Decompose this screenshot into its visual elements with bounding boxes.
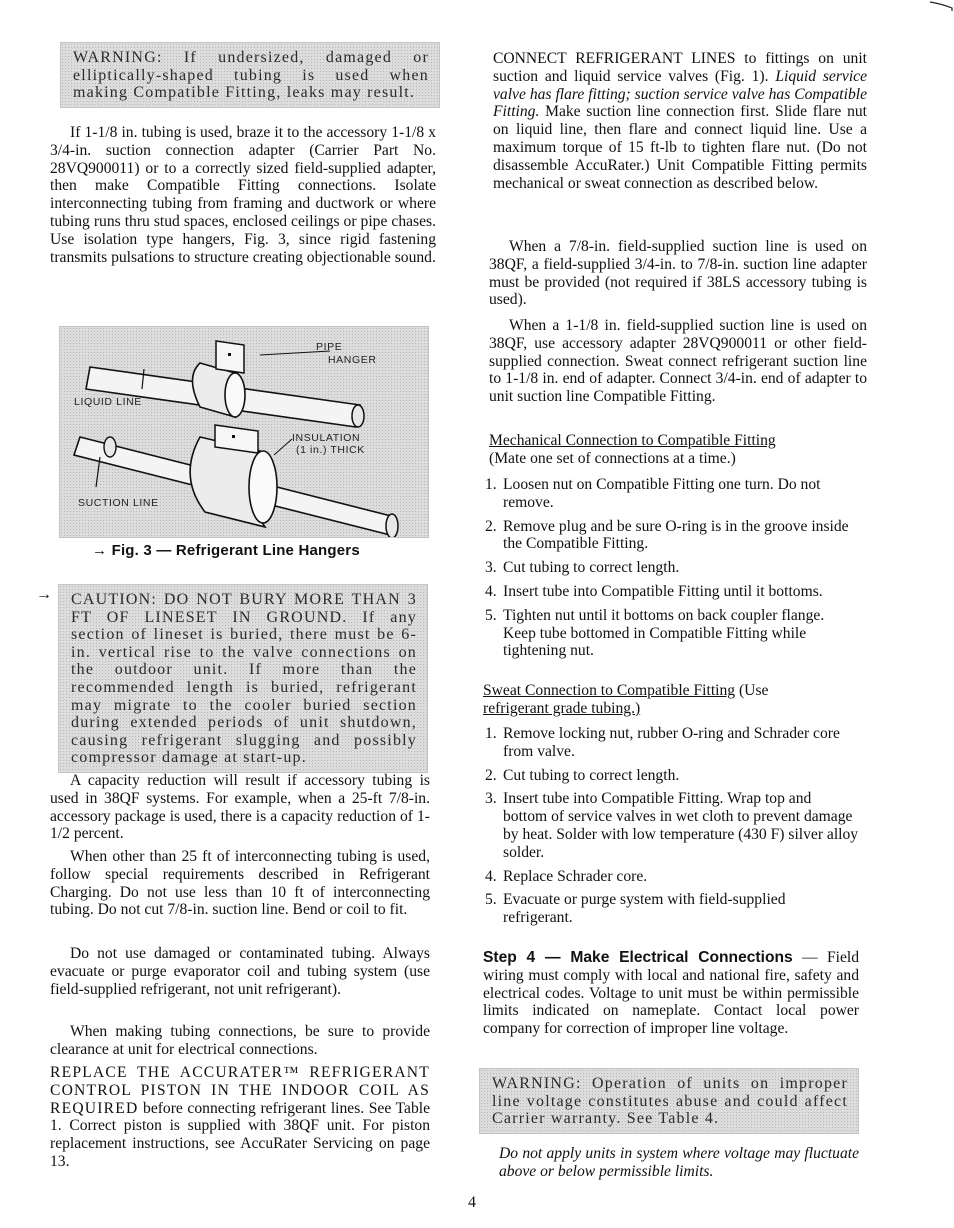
- liquid-line-pipe: [86, 341, 364, 427]
- list-item: 4. Replace Schrader core.: [485, 867, 648, 885]
- fig-caption-text: Fig. 3 — Refrigerant Line Hangers: [111, 542, 360, 559]
- list-item: 3. Insert tube into Compatible Fitting. Wrap top and bottom of service valves in wet cloth to prevent damage by heat. Solder with low temperature (430 F) silver alloy solder.: [485, 790, 859, 861]
- label-pipe-hanger-1: PIPE: [316, 341, 343, 353]
- label-insulation-2: (1 in.) THICK: [296, 444, 365, 456]
- insulation-leader: [274, 439, 292, 455]
- connect-italic: Liquid service valve has flare fitting; suction service valve has Compatible Fitting.: [493, 67, 868, 121]
- para-clearance: When making tubing connections, be sure to provide clearance at unit for electrical connections.: [50, 1023, 430, 1058]
- step4-text: — Field wiring must comply with local and national fire, safety and electrical codes. Voltage to unit must be within permissible limits indicated on nameplate. Contact local power company for correction of improper line voltage.: [483, 949, 859, 1038]
- replace-rest: before connecting refrigerant lines. See Table 1. Correct piston is supplied with 38QF unit. For piston replacement instructions, see AccuRater Servicing on page 13.: [50, 1099, 430, 1170]
- list-item: 5. Tighten nut until it bottoms on back coupler flange. Keep tube bottomed in Compatible Fitting while tightening nut.: [485, 606, 825, 660]
- list-item: 4. Insert tube into Compatible Fitting until it bottoms.: [485, 582, 823, 600]
- page-number: 4: [468, 1194, 476, 1211]
- caution-box: [58, 584, 428, 773]
- corner-mark: [930, 0, 954, 12]
- sweat-steps-list: [483, 725, 859, 927]
- list-item: 5. Evacuate or purge system with field-supplied refrigerant.: [485, 891, 786, 927]
- para-other-than: When other than 25 ft of interconnecting tubing is used, follow special requirements described in Refrigerant Charging. Do not use less than 10 ft of interconnecting tubing. Do not cut 7/8-in. suction line. Bend or coil to fit.: [50, 848, 430, 919]
- step4-heading: Step 4 — Make Electrical Connections: [483, 949, 793, 966]
- hanger-illustration: [60, 327, 428, 537]
- list-item: 2. Remove plug and be sure O-ring is in the groove inside the Compatible Fitting.: [485, 517, 849, 553]
- para-connect-lines: [493, 50, 867, 192]
- caution-text: CAUTION: DO NOT BURY MORE THAN 3 FT OF LINESET IN GROUND. If any section of lineset is buried, there must be 6-in. vertical rise to the valve connections on the outdoor unit. If more than the recommended length is buried, refrigerant may migrate to the cooler buried section during extended periods of unit shutdown, causing refrigerant slugging and possibly compressor damage at start-up.: [71, 591, 417, 767]
- para-damaged: Do not use damaged or contaminated tubing. Always evacuate or purge evaporator coil and tubing system (use field-supplied refrigerant, not unit refrigerant).: [50, 945, 430, 998]
- list-item: 1. Loosen nut on Compatible Fitting one turn. Do not remove.: [485, 476, 821, 511]
- para-replace-piston: [50, 1064, 430, 1171]
- connect-caps: CONNECT REFRIGERANT LINES: [493, 50, 736, 67]
- list-item: 3. Cut tubing to correct length.: [485, 559, 680, 577]
- connect-tail: Make suction line connection first. Slide flare nut on liquid line, then flare and connect liquid line. Use a maximum torque of 15 ft-lb to tighten flare nut. (Do not disassemble AccuRater.) Unit Compatible Fitting permits mechanical or sweat connection as described below.: [493, 103, 867, 192]
- replace-caps: REPLACE THE ACCURATER™ REFRIGERANT CONTROL PISTON IN THE INDOOR COIL AS REQUIRED: [50, 1064, 430, 1117]
- sweat-sub: refrigerant grade tubing.): [483, 700, 641, 717]
- warning-tubing-text: WARNING: If undersized, damaged or elliptically-shaped tubing is used when making Compatible Fitting, leaks may result.: [73, 49, 429, 102]
- warning-tubing-box: [60, 42, 440, 108]
- label-pipe-hanger-2: HANGER: [328, 354, 377, 366]
- para-capacity: A capacity reduction will result if accessory tubing is used in 38QF systems. For example, when a 25-ft 7/8-in. accessory package is used, there is a capacity reduction of 1-1/2 percent.: [50, 772, 430, 843]
- mech-heading: [489, 432, 867, 450]
- para-1-1-8: When a 1-1/8 in. field-supplied suction line is used on 38QF, use accessory adapter 28VQ900011 or other field-supplied connection. Sweat connect refrigerant suction line to 1-1/8 in. end of adapter. Connect 3/4-in. end of adapter to unit suction line Compatible Fitting.: [489, 317, 867, 406]
- step4-paragraph: [483, 949, 859, 1038]
- warning-voltage-box: [479, 1068, 859, 1134]
- label-liquid-line: LIQUID LINE: [74, 396, 142, 408]
- mech-steps-list: [483, 476, 859, 660]
- caution-arrow-icon: →: [36, 586, 52, 603]
- figure-refrigerant-line-hangers: [59, 326, 429, 538]
- list-item: 1. Remove locking nut, rubber O-ring and Schrader core from valve.: [485, 725, 840, 760]
- mech-sub: (Mate one set of connections at a time.): [489, 450, 736, 467]
- figure-caption: [92, 542, 360, 559]
- sweat-heading: Sweat Connection to Compatible Fitting (Use: [483, 682, 769, 699]
- para-braze: If 1-1/8 in. tubing is used, braze it to the accessory 1-1/8 x 3/4-in. suction connection adapter (Carrier Part No. 28VQ900011) or to a correctly sized field-supplied adapter, then make Compatible Fitting connections. Isolate interconnecting tubing from framing and ductwork or where tubing runs thru stud spaces, enclosed ceilings or pipe chases. Use isolation type hangers, Fig. 3, since rigid fastening transmits pulsations to structure creating objectionable sound.: [50, 124, 436, 266]
- note-voltage: Do not apply units in system where voltage may fluctuate above or below permissible limits.: [499, 1145, 859, 1180]
- mech-heading-text: Mechanical Connection to Compatible Fitting: [489, 432, 776, 449]
- fig-arrow-icon: →: [92, 542, 108, 559]
- sweat-heading-text: Sweat Connection to Compatible Fitting: [483, 682, 736, 699]
- para-7-8: When a 7/8-in. field-supplied suction line is used on 38QF, a field-supplied 3/4-in. to 7/8-in. suction line adapter must be provided (not required if 38LS accessory tubing is used).: [489, 238, 867, 309]
- label-insulation-1: INSULATION: [292, 432, 361, 444]
- connect-rest: to fittings on unit suction and liquid service valves (Fig. 1).: [493, 50, 867, 85]
- label-suction-line: SUCTION LINE: [78, 497, 159, 509]
- warning-voltage-text: WARNING: Operation of units on improper line voltage constitutes abuse and could affect Carrier warranty. See Table 4.: [492, 1075, 848, 1128]
- list-item: 2. Cut tubing to correct length.: [485, 766, 680, 784]
